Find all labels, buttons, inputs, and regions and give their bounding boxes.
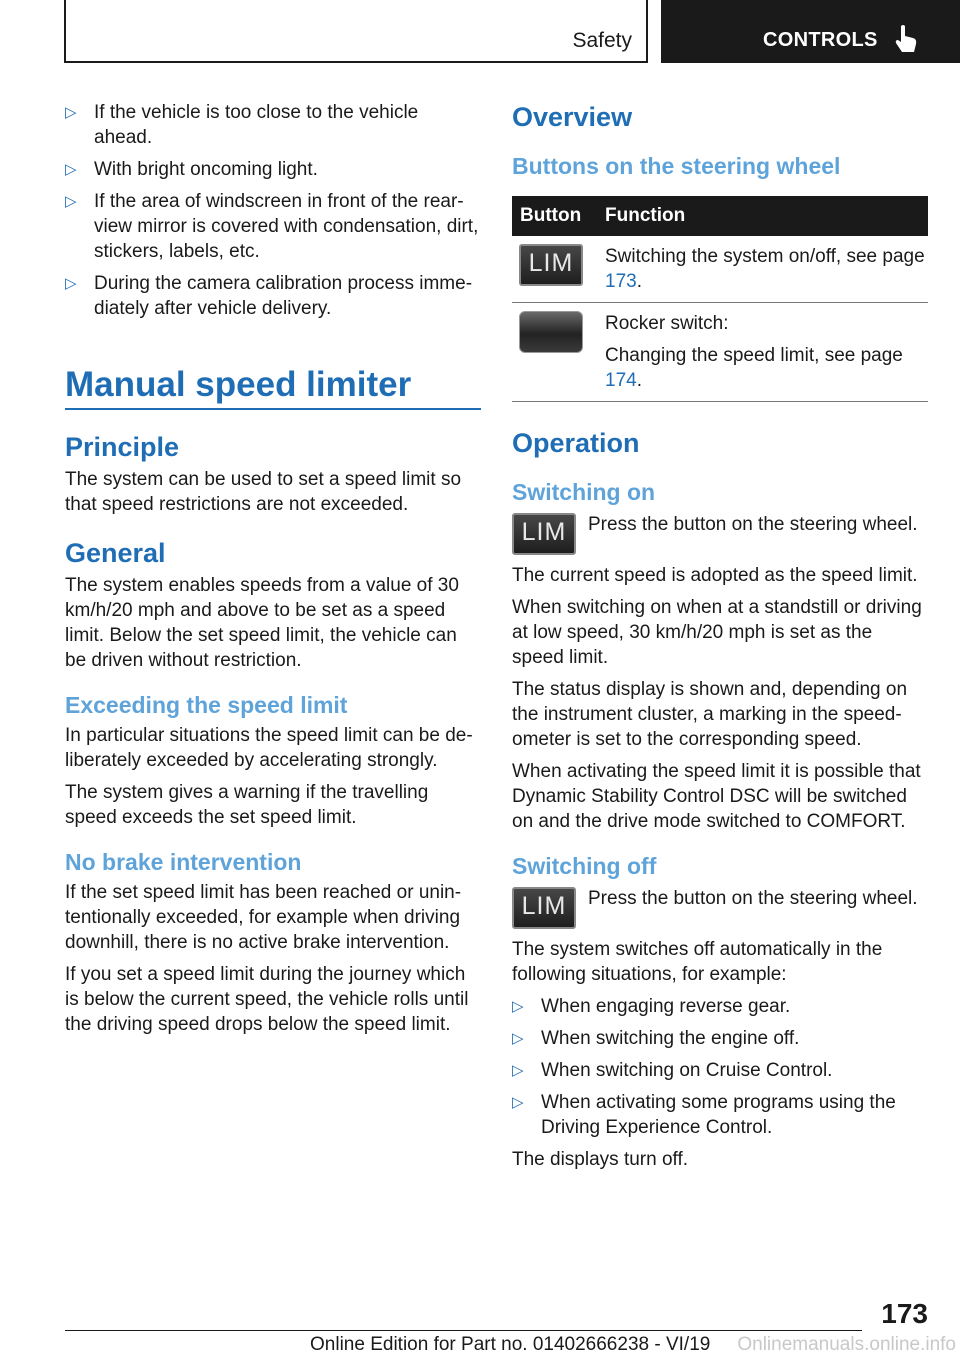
switching-off-text-2: The displays turn off. xyxy=(512,1149,689,1170)
triangle-bullet-icon: ▷ xyxy=(512,1030,524,1047)
nobrake-text-1: If the set speed limit has been reached or unin-tentionally exceeded, for example when driving downhill, there is no active brake intervention. xyxy=(65,882,462,953)
header-chapter-label: CONTROLS xyxy=(763,29,878,51)
list-item: ▷ If the area of windscreen in front of the rear-view mirror is covered with condensation, dirt, stickers, labels, etc. xyxy=(65,191,479,262)
list-item: ▷ During the camera calibration process imme-diately after vehicle delivery. xyxy=(65,273,473,319)
principle-heading: Principle xyxy=(65,432,180,462)
press-instruction: LIM Press the button on the steering wheel. xyxy=(512,887,928,929)
table-row: LIM Switching the system on/off, see page 173. xyxy=(512,236,928,303)
overview-heading: Overview xyxy=(512,102,633,132)
nobrake-text-2: If you set a speed limit during the journey which is below the current speed, the vehicle rolls until the driving speed drops below the speed limit. xyxy=(65,964,469,1035)
switching-on-text-2: When switching on when at a standstill or driving at low speed, 30 km/h/20 mph is set as the speed limit. xyxy=(512,597,922,668)
list-item: ▷ If the vehicle is too close to the vehicle ahead. xyxy=(65,102,419,148)
table-row: Rocker switch: Changing the speed limit, see page 174. xyxy=(512,303,928,402)
press-instruction: LIM Press the button on the steering wheel. xyxy=(512,513,928,555)
page-link[interactable]: 173 xyxy=(605,271,637,292)
header-section-label: Safety xyxy=(572,29,632,52)
exceeding-text-1: In particular situations the speed limit can be de-liberately exceeded by accelerating strongly. xyxy=(65,725,473,771)
table-header-function: Function xyxy=(597,196,928,236)
page-title: Manual speed limiter xyxy=(65,365,412,404)
triangle-bullet-icon: ▷ xyxy=(65,104,77,121)
left-column xyxy=(65,100,481,1044)
buttons-table xyxy=(512,196,928,402)
watermark: Onlinemanuals.online.info xyxy=(737,1334,956,1355)
header-section-tab xyxy=(64,0,648,63)
list-item: ▷ When switching on Cruise Control. xyxy=(512,1060,833,1081)
list-item: ▷ When switching the engine off. xyxy=(512,1028,800,1049)
page-link[interactable]: 174 xyxy=(605,370,637,391)
header-chapter-tab xyxy=(661,0,960,63)
triangle-bullet-icon: ▷ xyxy=(512,998,524,1015)
list-item: ▷ When engaging reverse gear. xyxy=(512,996,791,1017)
triangle-bullet-icon: ▷ xyxy=(512,1062,524,1079)
triangle-bullet-icon: ▷ xyxy=(65,161,77,178)
lim-button-icon: LIM xyxy=(512,887,576,929)
footer-edition: Online Edition for Part no. 01402666238 - VI/19 xyxy=(310,1334,711,1355)
switching-on-text-1: The current speed is adopted as the speed limit. xyxy=(512,565,918,586)
switching-on-text-4: When activating the speed limit it is possible that Dynamic Stability Control DSC will be switched on and the drive mode switched to COMFORT. xyxy=(512,761,921,832)
table-header-button: Button xyxy=(512,196,597,236)
buttons-heading: Buttons on the steering wheel xyxy=(512,153,841,179)
operation-heading: Operation xyxy=(512,428,640,458)
lim-button-icon: LIM xyxy=(512,513,576,555)
nobrake-heading: No brake intervention xyxy=(65,849,302,875)
general-text: The system enables speeds from a value of 30 km/h/20 mph and above to be set as a speed limit. Below the set speed limit, the vehicle can be driven without restriction. xyxy=(65,575,459,671)
right-column xyxy=(512,100,928,1179)
triangle-bullet-icon: ▷ xyxy=(512,1094,524,1111)
switching-off-heading: Switching off xyxy=(512,853,657,879)
pointing-hand-icon xyxy=(893,24,919,54)
page-number: 173 xyxy=(881,1298,928,1329)
principle-text: The system can be used to set a speed limit so that speed restrictions are not exceeded. xyxy=(65,469,462,515)
general-heading: General xyxy=(65,538,166,568)
triangle-bullet-icon: ▷ xyxy=(65,275,77,292)
triangle-bullet-icon: ▷ xyxy=(65,193,77,210)
rocker-switch-icon xyxy=(519,311,583,353)
footer-divider xyxy=(65,1330,862,1331)
lim-button-icon: LIM xyxy=(519,244,583,286)
switching-on-text-3: The status display is shown and, depending on the instrument cluster, a marking in the speed-ometer is set to the corresponding speed. xyxy=(512,679,908,750)
exceeding-text-2: The system gives a warning if the travelling speed exceeds the set speed limit. xyxy=(65,782,429,828)
list-item: ▷ When activating some programs using the Driving Experience Control. xyxy=(512,1092,896,1138)
switching-on-heading: Switching on xyxy=(512,479,656,505)
exceeding-heading: Exceeding the speed limit xyxy=(65,692,348,718)
switching-off-text-1: The system switches off automatically in the following situations, for example: xyxy=(512,939,883,985)
list-item: ▷ With bright oncoming light. xyxy=(65,159,318,180)
